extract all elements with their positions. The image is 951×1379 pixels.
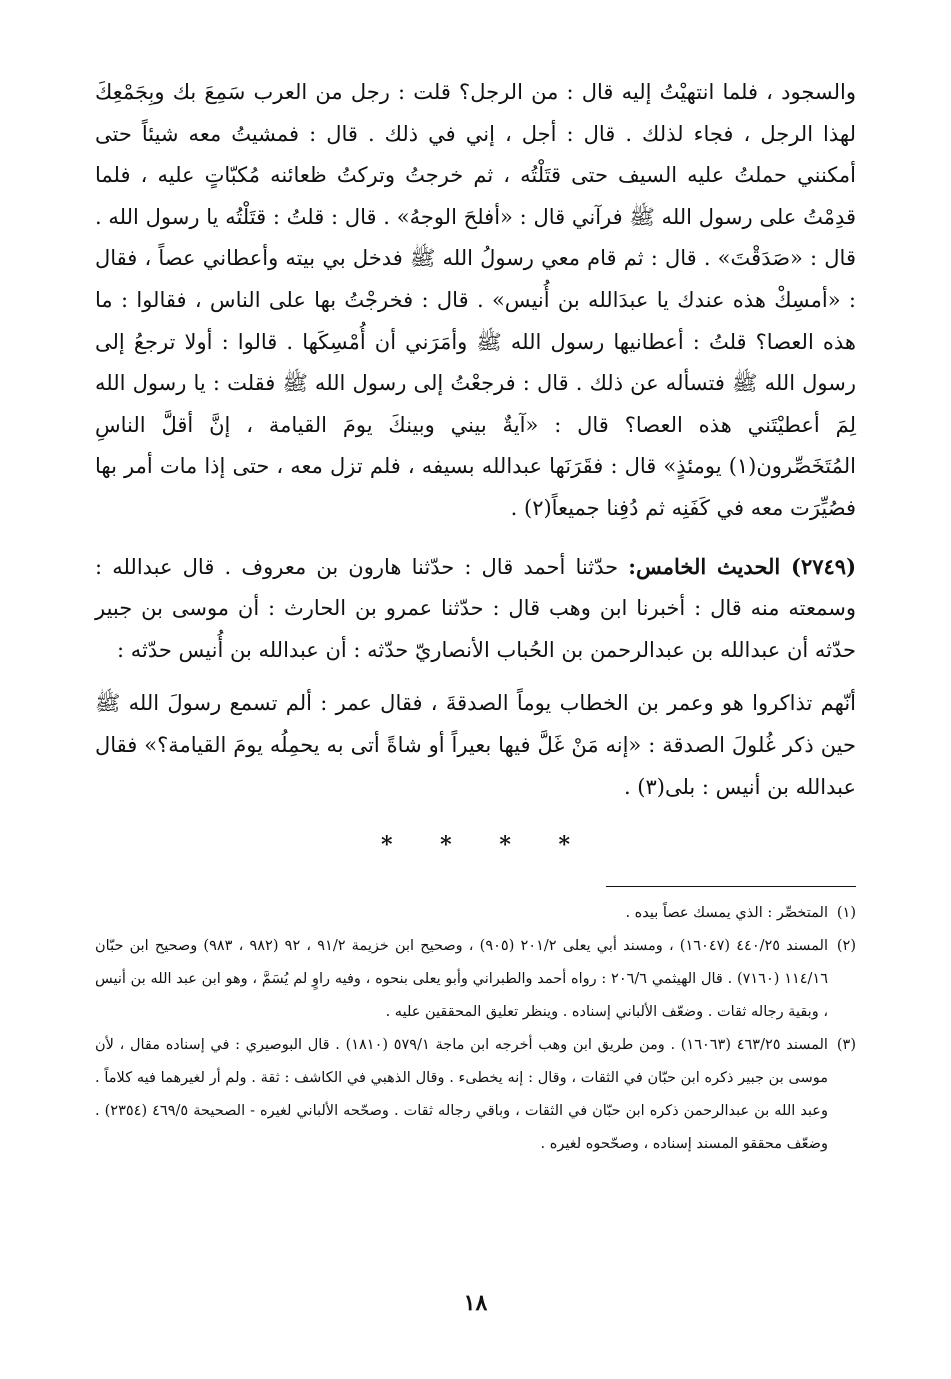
hadith-isnad: حدّثنا أحمد قال : حدّثنا هارون بن معروف . قال عبدالله : وسمعته منه قال : أخبرنا ابن وهب قال : حدّثنا عمرو بن الحارث : أن موسى بن جبير حدّثه أن عبدالله بن عبدالرحمن بن الحُباب الأنصاريّ حدّثه : أن عبدالله بن أُنيس حدّثه :: [95, 554, 856, 662]
footnote-mark: (١): [836, 905, 856, 922]
separator-star: *: [558, 832, 571, 859]
footnote-mark: (٣): [836, 1037, 856, 1054]
hadith-heading: (٢٧٤٩) الحديث الخامس:: [628, 553, 856, 579]
footnote-divider: [606, 886, 856, 887]
footnote-text: المسند ٤٤٠/٢٥ (١٦٠٤٧) ، ومسند أبي يعلى ٢٠١/٢ (٩٠٥) ، وصحيح ابن خزيمة ٩١/٢ ، ٩٢ (٩٨٢ ، ٩٨٣) وصحيح ابن حبّان ١١٤/١٦ (٧١٦٠) . قال الهيثمي ٢٠٦/٦ : رواه أحمد والطبراني وأبو يعلى بنحوه ، وفيه راوٍ لم يُسَمَّ ، وهو ابن عبد الله بن أنيس ، وبقية رجاله ثقات . وضعّف الألباني إسناده . وينظر تعليق المحققين عليه .: [95, 938, 829, 1021]
separator-star: *: [380, 832, 393, 859]
footnote-mark: (٢): [836, 938, 856, 955]
body-paragraph-1: والسجود ، فلما انتهيْتُ إليه قال : من الرجل؟ قلت : رجل من العرب سَمِعَ بك وبِجَمْعِكَ لهذا الرجل ، فجاء لذلك . قال : أجل ، إني في ذلك . قال : فمشيتُ معه شيئاً حتى أمكنني حملتُ عليه السيف حتى قتَلْتُه ، ثم خرجتُ وتركتُ ظعائنه مُكبّاتٍ عليه ، فلما قدِمْتُ على رسول الله ﷺ فرآني قال : «أفلحَ الوجهُ» . قال : قلتُ : قتَلْتُه يا رسول الله . قال : «صَدَقْتَ» . قال : ثم قام معي رسولُ الله ﷺ فدخل بي بيته وأعطاني عصاً ، فقال : «أمسِكْ هذه عندك يا عبدَالله بن أُنيس» . قال : فخرجْتُ بها على الناس ، فقالوا : ما هذه العصا؟ قلتُ : أعطانيها رسول الله ﷺ وأمَرَني أن أُمْسِكَها . قالوا : أولا ترجعُ إلى رسول الله ﷺ فتسأله عن ذلك . قال : فرجعْتُ إلى رسول الله ﷺ فقلت : يا رسول الله لِمَ أعطيْتَني هذه العصا؟ قال : «آيةٌ بيني وبينكَ يومَ القيامة ، إنَّ أقلَّ الناسِ المُتَخَصِّرون(١) يومئذٍ» قال : فقَرَنَها عبدالله بسيفه ، فلم تزل معه ، حتى إذا مات أمر بها فصُيِّرَت معه في كَفَنِه ثم دُفِنا جميعاً(٢) .: [95, 80, 856, 520]
footnote-2: [95, 930, 856, 1029]
section-separator: [95, 832, 856, 858]
separator-star: *: [440, 832, 452, 859]
body-paragraph-2: [95, 546, 856, 672]
body-paragraph-3: أنّهم تذاكروا هو وعمر بن الخطاب يوماً الصدقةَ ، فقال عمر : ألم تسمع رسولَ الله ﷺ حين ذكر غُلولَ الصدقة : «إنه مَنْ غَلَّ فيها بعيراً أو شاةً أتى به يحمِلُه يومَ القيامة؟» فقال عبدالله بن أنيس : بلى(٣) .: [95, 691, 856, 799]
footnote-1: [95, 897, 856, 930]
page: [95, 72, 856, 1379]
page-number: ١٨: [463, 1290, 488, 1316]
footnote-text: المسند ٤٦٣/٢٥ (١٦٠٦٣) . ومن طريق ابن وهب أخرجه ابن ماجة ٥٧٩/١ (١٨١٠) . قال البوصيري : في إسناده مقال ، لأن موسى بن جبير ذكره ابن حبّان في الثقات ، وقال : إنه يخطىء . وقال الذهبي في الكاشف : ثقة . ولم أر لغيرهما فيه كلاماً . وعبد الله بن عبدالرحمن ذكره ابن حبّان في الثقات ، وباقي رجاله ثقات . وصحّحه الألباني لغيره - الصحيحة ٤٦٩/٥ (٢٣٥٤) . وضعّف محققو المسند إسناده ، وصحّحوه لغيره .: [95, 1037, 828, 1153]
separator-star: *: [499, 832, 511, 859]
footnote-text: المتخصِّر : الذي يمسك عصاً بيده .: [625, 905, 828, 922]
footnote-3: [95, 1029, 856, 1161]
footnotes: [95, 897, 856, 1161]
